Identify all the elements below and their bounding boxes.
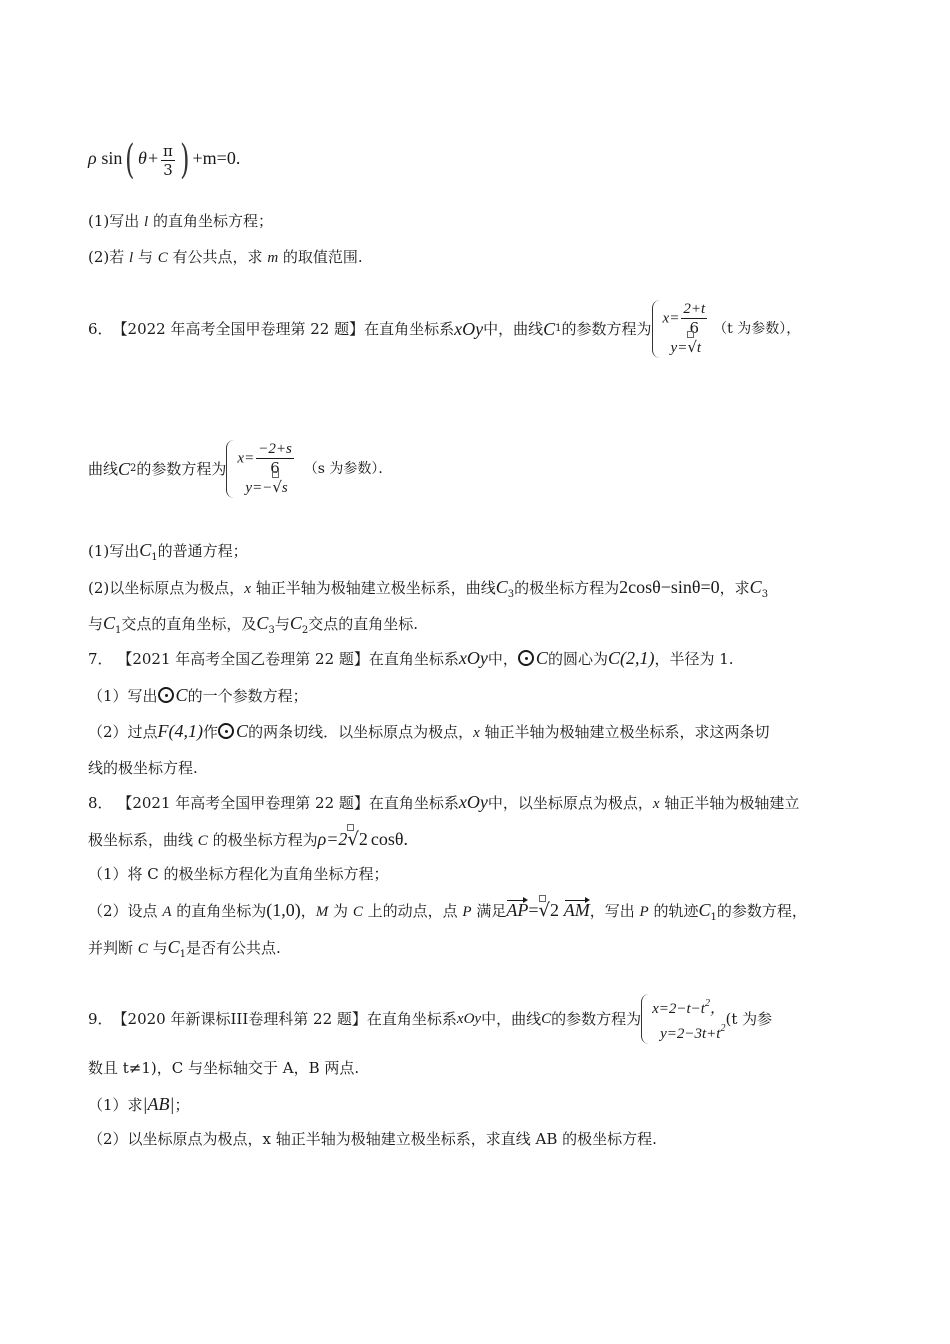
x-eq: x= bbox=[237, 450, 255, 467]
radicand: 2 bbox=[549, 900, 559, 920]
text: (1)写出 bbox=[88, 542, 140, 560]
var-C: C bbox=[137, 941, 148, 957]
x-equation bbox=[663, 300, 710, 337]
subscript: 1 bbox=[151, 552, 158, 563]
text: 与 bbox=[147, 939, 168, 957]
formula-rest: +m=0. bbox=[192, 148, 241, 168]
var-C: C bbox=[197, 833, 208, 849]
text: 的普通方程； bbox=[157, 542, 248, 560]
text: 有公共点，求 bbox=[167, 248, 268, 266]
text: 的取值范围. bbox=[278, 248, 363, 266]
q5-formula bbox=[88, 137, 241, 183]
q8-line2 bbox=[88, 829, 408, 851]
var-x: x bbox=[652, 796, 660, 812]
text: （2）过点 bbox=[88, 723, 158, 741]
param-note: （t 为参数）， bbox=[713, 321, 801, 337]
q9-line2 bbox=[88, 1058, 359, 1078]
param-system-c bbox=[641, 994, 725, 1044]
text: ，求 bbox=[719, 579, 750, 597]
text: 极坐标系，曲线 bbox=[88, 831, 198, 849]
x-equation bbox=[652, 994, 725, 1019]
question-source: 【2020 年新课标III卷理科第 22 题】 bbox=[112, 1010, 367, 1028]
subscript: 3 bbox=[761, 589, 769, 600]
question-number: 8． bbox=[88, 794, 113, 812]
subscript: 1 bbox=[179, 949, 186, 960]
center-point: C(2,1) bbox=[607, 648, 655, 668]
text: （2）以坐标原点为极点，x 轴正半轴为极轴建立极坐标系，求直线 AB 的极坐标方程. bbox=[88, 1130, 657, 1148]
q8-part2-line2 bbox=[88, 937, 281, 965]
equals: = bbox=[528, 900, 539, 920]
var-C: C bbox=[541, 1011, 552, 1027]
q6-part2-line1 bbox=[88, 577, 768, 605]
x-eq: x=2−t−t bbox=[652, 1001, 705, 1017]
numerator: 2+t bbox=[683, 301, 706, 317]
var-m: m bbox=[267, 250, 279, 266]
text: 并判断 bbox=[88, 939, 138, 957]
text: （1）求 bbox=[88, 1096, 143, 1114]
subscript: 1 bbox=[555, 323, 562, 334]
text: 在直角坐标系 bbox=[368, 650, 459, 668]
circle-dot-icon bbox=[518, 650, 534, 666]
x-eq: x= bbox=[662, 310, 680, 327]
C1: C bbox=[103, 613, 116, 633]
pi-over-3 bbox=[161, 142, 175, 179]
theta-plus: θ+ bbox=[138, 148, 160, 168]
var-C: C bbox=[535, 648, 548, 668]
q5-part2 bbox=[88, 247, 363, 268]
text: 在直角坐标系 bbox=[368, 794, 459, 812]
q5-part2-prefix: (2)若 bbox=[88, 248, 130, 266]
question-number: 7． bbox=[88, 650, 113, 668]
var-P: P bbox=[639, 904, 649, 920]
radical-icon: √ bbox=[272, 477, 282, 497]
q9-part2 bbox=[88, 1129, 657, 1149]
C3: C bbox=[749, 577, 762, 597]
q6-header bbox=[88, 300, 800, 358]
q7-part1 bbox=[88, 685, 308, 706]
subscript: 1 bbox=[115, 625, 122, 636]
text: 的直角坐标为 bbox=[171, 902, 267, 920]
denominator: 6 bbox=[689, 319, 699, 337]
left-brace bbox=[652, 300, 661, 358]
text: 为 bbox=[328, 902, 353, 920]
var-C: C bbox=[236, 721, 249, 741]
q7-part2-line2 bbox=[88, 758, 198, 778]
radicand: s bbox=[281, 480, 288, 496]
var-x: x bbox=[244, 581, 251, 597]
param-note: (t 为参 bbox=[725, 1010, 773, 1028]
question-source: 【2021 年高考全国甲卷理第 22 题】 bbox=[117, 794, 369, 812]
C1: C bbox=[139, 540, 152, 560]
var-C: C bbox=[157, 250, 168, 266]
right-paren: ) bbox=[180, 137, 190, 183]
text: 与 bbox=[133, 248, 158, 266]
denominator: 6 bbox=[270, 459, 280, 477]
var-P: P bbox=[462, 904, 472, 920]
C2: C bbox=[289, 613, 302, 633]
q8-part1 bbox=[88, 864, 389, 884]
point-F: F(4,1) bbox=[157, 721, 204, 741]
text: 的一个参数方程； bbox=[187, 687, 308, 705]
text: (2)以坐标原点为极点， bbox=[88, 579, 245, 597]
text: 线的极坐标方程. bbox=[88, 759, 198, 777]
text: 曲线 bbox=[88, 460, 119, 478]
text: 交点的直角坐标. bbox=[308, 615, 418, 633]
polar-eq: ρ=2 bbox=[317, 829, 348, 849]
text: 轴正半轴为极轴建立 bbox=[659, 794, 800, 812]
comma: ， bbox=[709, 1001, 725, 1017]
polar-equation: 2cosθ−sinθ=0 bbox=[619, 577, 720, 597]
question-source: 【2021 年高考全国乙卷理第 22 题】 bbox=[117, 650, 369, 668]
var-A: A bbox=[162, 904, 172, 920]
y-eq: y=2−3t+t bbox=[660, 1026, 721, 1042]
x-equation bbox=[237, 440, 295, 477]
y-equation bbox=[237, 477, 295, 498]
question-number: 6． bbox=[88, 320, 113, 338]
vector-AP: AP bbox=[506, 900, 529, 920]
point-A-coord: (1,0) bbox=[266, 900, 301, 920]
numerator: −2+s bbox=[258, 441, 292, 457]
q8-part2-line1 bbox=[88, 900, 807, 928]
C1: C bbox=[698, 900, 711, 920]
param-system-c1 bbox=[652, 300, 710, 358]
text: 在直角坐标系 bbox=[366, 1010, 457, 1028]
subscript: 3 bbox=[507, 589, 515, 600]
param-note: （s 为参数）． bbox=[303, 461, 393, 477]
subscript: 2 bbox=[301, 625, 309, 636]
left-brace bbox=[641, 994, 650, 1044]
C2: C bbox=[118, 459, 131, 479]
superscript: 2 bbox=[720, 1023, 726, 1034]
C3: C bbox=[256, 613, 269, 633]
radical-icon: √ bbox=[347, 830, 358, 850]
radical-icon: √ bbox=[539, 901, 550, 921]
q7-part2-line1 bbox=[88, 721, 770, 743]
q5-part1-text: 的直角坐标方程； bbox=[148, 212, 273, 230]
q6-c2 bbox=[88, 440, 392, 498]
text: （1）写出 bbox=[88, 687, 158, 705]
pi-num: π bbox=[163, 141, 173, 160]
param-system-c2 bbox=[226, 440, 295, 498]
subscript: 2 bbox=[130, 463, 137, 474]
three-den: 3 bbox=[163, 160, 173, 179]
text: ，半径为 1. bbox=[654, 650, 734, 668]
text: 交点的直角坐标，及 bbox=[121, 615, 257, 633]
text: 中，曲线 bbox=[481, 1010, 542, 1028]
text: 的参数方程为 bbox=[551, 1010, 642, 1028]
C1: C bbox=[543, 319, 556, 339]
var-M: M bbox=[315, 904, 329, 920]
q6-part2-line2 bbox=[88, 613, 418, 641]
text: 在直角坐标系 bbox=[364, 320, 455, 338]
text: 作 bbox=[203, 723, 219, 741]
abs-AB: |AB| bbox=[142, 1094, 175, 1114]
question-number: 9． bbox=[88, 1010, 113, 1028]
text: 的圆心为 bbox=[547, 650, 608, 668]
text: 的参数方程为 bbox=[561, 320, 652, 338]
text: 的参数方程为 bbox=[136, 460, 227, 478]
subscript: 1 bbox=[710, 912, 717, 923]
C1: C bbox=[167, 937, 180, 957]
radical-icon: √ bbox=[687, 337, 697, 357]
text: 中，以坐标原点为极点， bbox=[487, 794, 653, 812]
var-C: C bbox=[352, 904, 363, 920]
q9-header bbox=[88, 994, 772, 1044]
text: 数且 t≠1)，C 与坐标轴交于 A，B 两点. bbox=[88, 1059, 360, 1077]
text: 轴正半轴为极轴建立极坐标系，求这两条切 bbox=[479, 723, 770, 741]
polar-eq-cos: cosθ. bbox=[370, 829, 408, 849]
text: 的参数方程， bbox=[716, 902, 807, 920]
text: （2）设点 bbox=[88, 902, 163, 920]
xOy: xOy bbox=[456, 1011, 482, 1027]
vector-AM: AM bbox=[563, 900, 590, 920]
radicand: t bbox=[696, 340, 702, 356]
circle-dot-icon bbox=[158, 687, 174, 703]
text: 与 bbox=[274, 615, 290, 633]
text: （1）将 C 的极坐标方程化为直角坐标方程； bbox=[88, 865, 389, 883]
text: ； bbox=[174, 1096, 190, 1114]
xOy: xOy bbox=[458, 648, 488, 668]
circle-dot-icon bbox=[218, 723, 234, 739]
text: 中，曲线 bbox=[483, 320, 544, 338]
q7-header bbox=[88, 648, 734, 669]
y-eq: y= bbox=[670, 340, 688, 356]
sin-text: sin bbox=[101, 148, 123, 168]
text: 满足 bbox=[471, 902, 507, 920]
text: 的两条切线．以坐标原点为极点， bbox=[248, 723, 474, 741]
text: 的极坐标方程为 bbox=[207, 831, 318, 849]
text: ，写出 bbox=[589, 902, 640, 920]
C3: C bbox=[495, 577, 508, 597]
q9-part1 bbox=[88, 1094, 189, 1115]
var-x: x bbox=[473, 725, 480, 741]
left-paren: ( bbox=[125, 137, 135, 183]
q8-header bbox=[88, 792, 799, 814]
subscript: 3 bbox=[268, 625, 275, 636]
superscript: 2 bbox=[704, 998, 710, 1009]
text: 的极坐标方程为 bbox=[514, 579, 620, 597]
text: 的轨迹 bbox=[648, 902, 699, 920]
rho-symbol: ρ bbox=[88, 148, 97, 168]
text: ， bbox=[300, 902, 316, 920]
y-equation bbox=[652, 1019, 725, 1044]
radicand: 2 bbox=[358, 829, 368, 849]
var-l: l bbox=[129, 250, 134, 266]
text: 上的动点，点 bbox=[362, 902, 463, 920]
var-l: l bbox=[144, 214, 149, 230]
q5-part1-prefix: (1)写出 bbox=[88, 212, 145, 230]
left-brace bbox=[226, 440, 235, 498]
text: 与 bbox=[88, 615, 104, 633]
var-C: C bbox=[175, 685, 188, 705]
text: 是否有公共点. bbox=[185, 939, 281, 957]
xOy: xOy bbox=[454, 319, 484, 339]
y-eq: y=− bbox=[245, 480, 273, 496]
q5-part1 bbox=[88, 211, 273, 232]
text: 轴正半轴为极轴建立极坐标系，曲线 bbox=[250, 579, 496, 597]
question-source: 【2022 年高考全国甲卷理第 22 题】 bbox=[112, 320, 365, 338]
xOy: xOy bbox=[458, 792, 488, 812]
y-equation bbox=[663, 337, 710, 358]
q6-part1 bbox=[88, 540, 248, 568]
text: 中， bbox=[487, 650, 518, 668]
